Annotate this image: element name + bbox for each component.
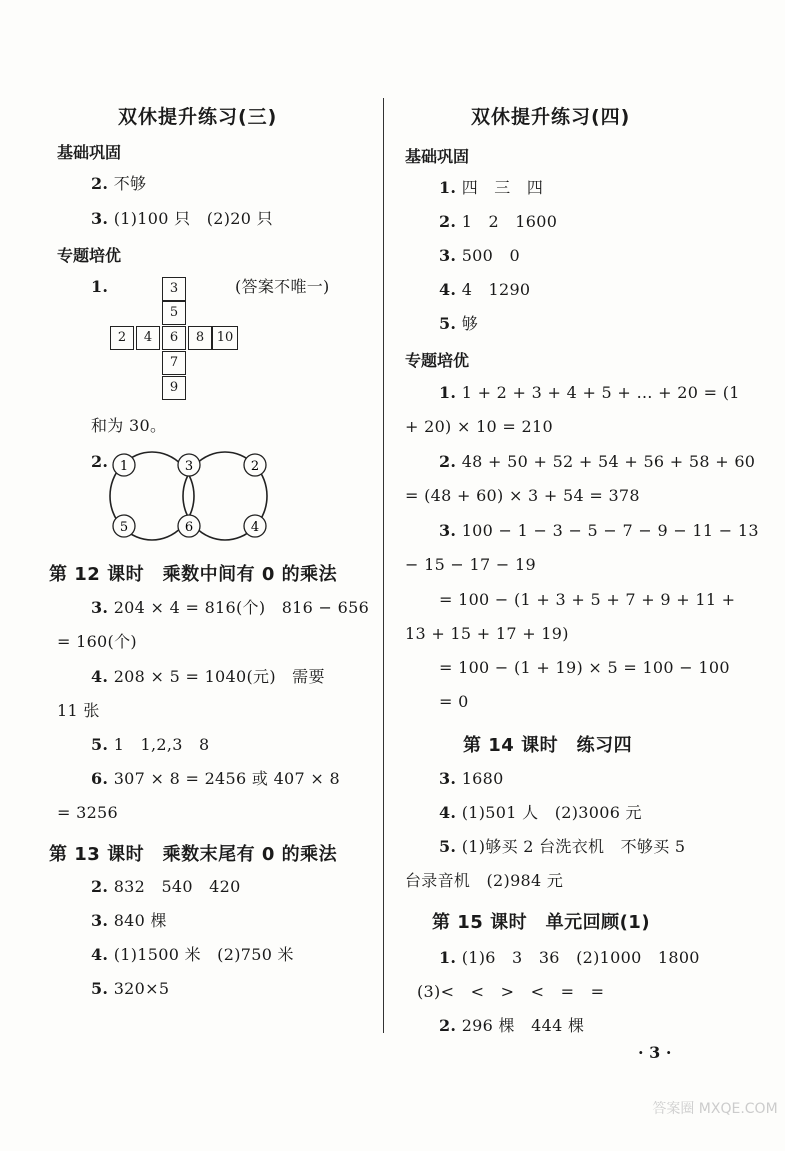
grid-cell: 9 (162, 376, 186, 400)
grid-cell: 4 (136, 326, 160, 350)
answer-line: = 0 (439, 692, 469, 711)
answer-line: 2. 1 2 1600 (439, 212, 558, 231)
page-number: · 3 · (638, 1043, 672, 1062)
answer-line: (3)< < > < = = (417, 982, 605, 1001)
answer-line: 13 + 15 + 17 + 19) (405, 624, 569, 643)
lesson-12-title: 第 12 课时 乘数中间有 0 的乘法 (49, 564, 338, 585)
section-title-4: 双休提升练习(四) (471, 106, 631, 128)
answer-line: 2. 不够 (91, 174, 147, 193)
grid-cell: 7 (162, 351, 186, 375)
grid-cell: 6 (162, 326, 186, 350)
answer-line: 5. (1)够买 2 台洗衣机 不够买 5 (439, 837, 686, 856)
circle-number: 4 (250, 520, 260, 535)
circle-number: 2 (250, 459, 260, 474)
answer-line: 5. 够 (439, 314, 479, 333)
answer-line: = 100 − (1 + 3 + 5 + 7 + 9 + 11 + (439, 590, 736, 609)
watermark: 答案圈 MXQE.COM (652, 1101, 778, 1117)
lesson-15-title: 第 15 课时 单元回顾(1) (432, 912, 651, 933)
subsection-basic-1: 基础巩固 (57, 143, 122, 162)
circles-diagram (105, 448, 275, 548)
answer-line: 5. 1 1,2,3 8 (91, 735, 210, 754)
answer-line: 台录音机 (2)984 元 (405, 871, 564, 890)
sum-line: 和为 30。 (91, 416, 167, 435)
grid-cell: 10 (212, 326, 238, 350)
answer-line: 6. 307 × 8 = 2456 或 407 × 8 (91, 769, 340, 788)
lesson-13-title: 第 13 课时 乘数末尾有 0 的乘法 (49, 844, 338, 865)
answer-line: 3. 840 棵 (91, 911, 167, 930)
answer-line: = 160(个) (57, 632, 137, 651)
section-title-3: 双休提升练习(三) (118, 106, 278, 128)
answer-line: = 3256 (57, 803, 119, 822)
grid-cell: 8 (188, 326, 212, 350)
column-divider (383, 98, 384, 1033)
grid-cell: 2 (110, 326, 134, 350)
grid-cell: 5 (162, 301, 186, 325)
circle-number: 6 (184, 520, 194, 535)
circle-number: 3 (184, 459, 194, 474)
answer-line: − 15 − 17 − 19 (405, 555, 536, 574)
answer-line: 3. 500 0 (439, 246, 520, 265)
answer-line: 1. (91, 277, 109, 296)
answer-line: 4. (1)501 人 (2)3006 元 (439, 803, 642, 822)
answer-line: 4. 4 1290 (439, 280, 531, 299)
answer-line: 4. (1)1500 米 (2)750 米 (91, 945, 294, 964)
grid-cell: 3 (162, 277, 186, 301)
answer-line: 2. 832 540 420 (91, 877, 241, 896)
answer-line: 2. (91, 452, 109, 471)
answer-line: 1. 四 三 四 (439, 178, 544, 197)
answer-line: 2. 296 棵 444 棵 (439, 1016, 585, 1035)
subsection-advanced-1: 专题培优 (57, 246, 122, 265)
answer-line: = 100 − (1 + 19) × 5 = 100 − 100 (439, 658, 730, 677)
answer-line: 2. 48 + 50 + 52 + 54 + 56 + 58 + 60 (439, 452, 756, 471)
grid-note: (答案不唯一) (235, 277, 330, 296)
answer-line: 5. 320×5 (91, 979, 170, 998)
answer-line: 11 张 (57, 701, 100, 720)
answer-line: = (48 + 60) × 3 + 54 = 378 (405, 486, 640, 505)
answer-line: 3. 1680 (439, 769, 504, 788)
answer-line: 1. 1 + 2 + 3 + 4 + 5 + … + 20 = (1 (439, 383, 740, 402)
circle-number: 1 (119, 459, 129, 474)
answer-line: + 20) × 10 = 210 (405, 417, 553, 436)
answer-line: 1. (1)6 3 36 (2)1000 1800 (439, 948, 700, 967)
answer-line: 3. (1)100 只 (2)20 只 (91, 209, 273, 228)
subsection-basic-2: 基础巩固 (405, 147, 470, 166)
answer-line: 3. 204 × 4 = 816(个) 816 − 656 (91, 598, 370, 617)
subsection-advanced-2: 专题培优 (405, 351, 470, 370)
circle-number: 5 (119, 520, 129, 535)
answer-line: 4. 208 × 5 = 1040(元) 需要 (91, 667, 325, 686)
lesson-14-title: 第 14 课时 练习四 (463, 735, 633, 756)
answer-line: 3. 100 − 1 − 3 − 5 − 7 − 9 − 11 − 13 (439, 521, 759, 540)
